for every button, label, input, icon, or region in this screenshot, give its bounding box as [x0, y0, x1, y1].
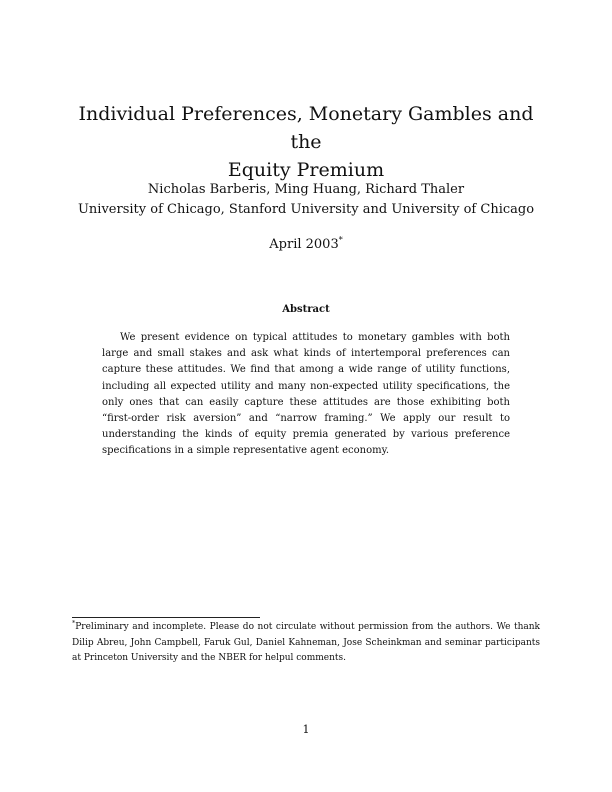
footnote — [72, 620, 540, 667]
author-affiliations: University of Chicago, Stanford University and University of Chicago — [77, 202, 535, 217]
author-names: Nicholas Barberis, Ming Huang, Richard Thaler — [147, 182, 465, 197]
date-text: April 2003 — [269, 237, 339, 252]
page-number: 1 — [302, 723, 310, 736]
title-line-1: Individual Preferences, Monetary Gambles and the — [78, 103, 534, 153]
footnote-text: Preliminary and incomplete. Please do not circulate without permission from the authors. We thank Dilip Abreu, John Campbell, Faruk Gul, Daniel Kahneman, Jose Scheinkman and seminar participants at Princeton University and the NBER for helpul comments. — [72, 622, 540, 663]
abstract-heading: Abstract — [282, 304, 330, 315]
footnote-mark: * — [72, 619, 76, 627]
footnote-divider — [72, 617, 260, 618]
date-footnote-mark: * — [338, 235, 343, 245]
paper-title — [60, 100, 552, 184]
publication-date — [40, 236, 572, 254]
title-line-2: Equity Premium — [227, 159, 385, 181]
author-block — [40, 180, 572, 220]
abstract-body: We present evidence on typical attitudes to monetary gambles with both large and small stakes and ask what kinds of intertemporal preferences can capture these attitudes. We find that among a wide range of utility functions, including all expected utility and many non-expected utility specifications, the only ones that can easily capture these attitudes are those exhibiting both “first-order risk aversion” and “narrow framing.” We apply our result to understanding the kinds of equity premia generated by various preference specifications in a simple representative agent economy. — [102, 332, 510, 457]
